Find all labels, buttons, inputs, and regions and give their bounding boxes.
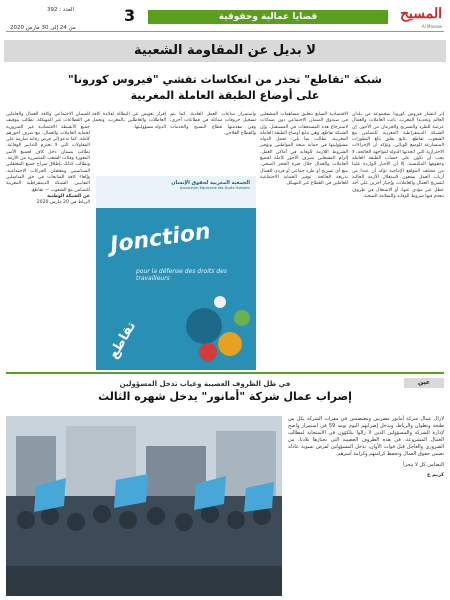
logo-subtitle: Al Massae — [421, 24, 442, 29]
poster-org-arabic: الجمعية المغربية لحقوق الإنسان — [171, 180, 250, 186]
section-label: قضايا عمالية وحقوقية — [148, 10, 388, 24]
poster-big-title: Jonction — [108, 219, 213, 258]
jonction-poster-image — [96, 176, 256, 370]
article1-column-2-continued — [260, 178, 348, 370]
issue-number: العدد : 392 — [46, 7, 74, 13]
opinion-banner — [4, 40, 446, 62]
article1-signature: عن الشبكة الوطنية — [47, 193, 90, 199]
article1-headline-line2: على أوضاع الطبقة العاملة المغربية — [130, 89, 320, 102]
poster-subtitle: pour la défense des droits des travailleurs — [136, 268, 227, 282]
page-header — [6, 4, 444, 40]
article1-sign-date: الرباط في 20 مارس 2020 — [36, 200, 90, 206]
section-tag: عين — [404, 378, 444, 388]
poster-org-french: Association Marocaine des Droits Humains — [179, 186, 250, 190]
page-number: 3 — [124, 6, 136, 25]
article2-closing: التضامن كل لا يتجزأ — [403, 462, 444, 468]
strike-photo — [6, 416, 282, 596]
poster-arabic-title: تقاطع — [106, 319, 140, 362]
issue-date: من 24 إلى 30 مارس 2020 — [10, 25, 76, 31]
logo-text: المسيح — [400, 6, 442, 22]
strike-photo-art — [6, 416, 282, 596]
article2-kicker: في ظل الظروف العصيبة وغياب تدخل المسؤولين — [119, 380, 291, 388]
article1-headline — [6, 72, 444, 104]
banner-title: لا بديل عن المقاومة الشعبية — [134, 43, 316, 58]
article1-headline-line1: شبكة "تقاطع" تحذر من انعكاسات تفشي "فيروس كورونا" — [68, 73, 382, 86]
article-divider — [6, 372, 444, 374]
article2-headline: إضراب عمال شركة "أمانور" يدخل شهره الثالث — [98, 390, 352, 403]
article2-body — [288, 416, 444, 598]
article1-column-4: إقرار تعويض عن البطالة لفائدة كافة العاطلات والعاطلين بالمغرب، وتحمل الدولة مسؤوليتها. — [92, 112, 166, 130]
article2-text: لازال عمال شركة أمانور مضربين ومعتصمين في مقرات الشركة بكل من طنجة وتطوان والرباط، ويدخل إضرابهم اليوم يومه 59 في استمرار واضح لإدارة الشركة والمسؤولين الذين لا زالوا يتلكؤون في الاستجابة لمطالب العمال المشروعة. في هذه الظروف العصيبة التي تجتازها بلادنا، من الضروري والعاجل قبل فوات الأوان، تدخل المسؤولين لفرض تسوية عادلة تضمن حقوق العمال وتحفظ كرامتهم وكرامة أسرهم. — [288, 416, 444, 457]
article1-column-3: واستمرار ساعات العمل العادية، كما يتم تسجيل خروقات مماثلة في قطاعات أخرى، وفي مقدمتها قطاع النسيج والخدمات والقطاع الفلاحي. — [170, 112, 256, 136]
article1-column-2: الاقتصادية السابع بتعليق مساهمات المشغلين في صندوق الضمان الاجتماعي دون ضمانات لاسترجاع هذه المستحقات في المستقبل. وإن الشبكة تقاطع، وهي تتابع أوضاع الطبقة العاملة المغربية، تطالب بما يلي: تحمل الدولة مسؤوليتها في حماية صحة المواطنين وتوفير الشروط اللازمة للوقاية في أماكن العمل. إلزام المشغلين بصرف الأجور كاملة لجميع العاملات والعمال خلال فترة الحجر الصحي. منع أي تسريح أو طرد جماعي أو فردي للعمال بذريعة الجائحة. توفير الحماية الاجتماعية للعاملين في القطاع غير المهيكل. — [260, 112, 348, 187]
masthead-logo — [386, 4, 444, 34]
article2-signature: كريم ع — [427, 472, 444, 478]
header-divider — [6, 31, 444, 32]
article1-column-5 — [6, 112, 90, 362]
article1-column-5-text: للضمان الاجتماعي وكافة العمال والعاملين في القطاعات غير المهيكلة. تطالب بتوقيف جميع الأنشطة الاقتصادية غير الضرورية لحماية العاملات والعمال، مع صرف أجورهم كاملة. كما تدعو إلى فرض رقابة صارمة على المقاولات التي لا تحترم التدابير الوقائية. تطالب بضمان دخل كاف لجميع الأسر المعوزة وفئات الشعب المتضررة من الأزمة. وتطالب كذلك بإطلاق سراح جميع المعتقلين السياسيين ومعتقلي الحركات الاجتماعية، وإلغاء كافة المتابعات في حق المناضلين النقابيين. الشبكة الديمقراطية المغربية للتضامن مع الشعوب — تقاطع. — [6, 112, 90, 193]
article1-column-1: إثر انتشار فيروس كورونا بمجموعة من بلدان العالم وتحديدا المغرب، باتت العاملات والعمال عرضة للطرد والتسريح والحرمان من الأجور. إن الشبكة الديمقراطية المغربية للتضامن مع الشعوب تقاطع، تتابع بقلق بالغ التطورات المتسارعة للوضع الوبائي، وتؤكد أن الإجراءات الاحترازية التي اتخذتها الدولة لمواجهة الجائحة، لا يجب أن تكون على حساب الطبقة العاملة وحقوقها المكتسبة. إلا أن الأخبار الواردة علينا من مختلف المواقع الإنتاجية تؤكد أن عددا من أرباب العمل يسعون لاستغلال الأزمة الحالية لتسريح العمال والعاملات، وإجبار آخرين على أخذ عطل غير مؤدى عنها، أو الاشتغال في ظروف تنعدم فيها شروط الوقاية والسلامة الصحية. — [352, 112, 444, 199]
